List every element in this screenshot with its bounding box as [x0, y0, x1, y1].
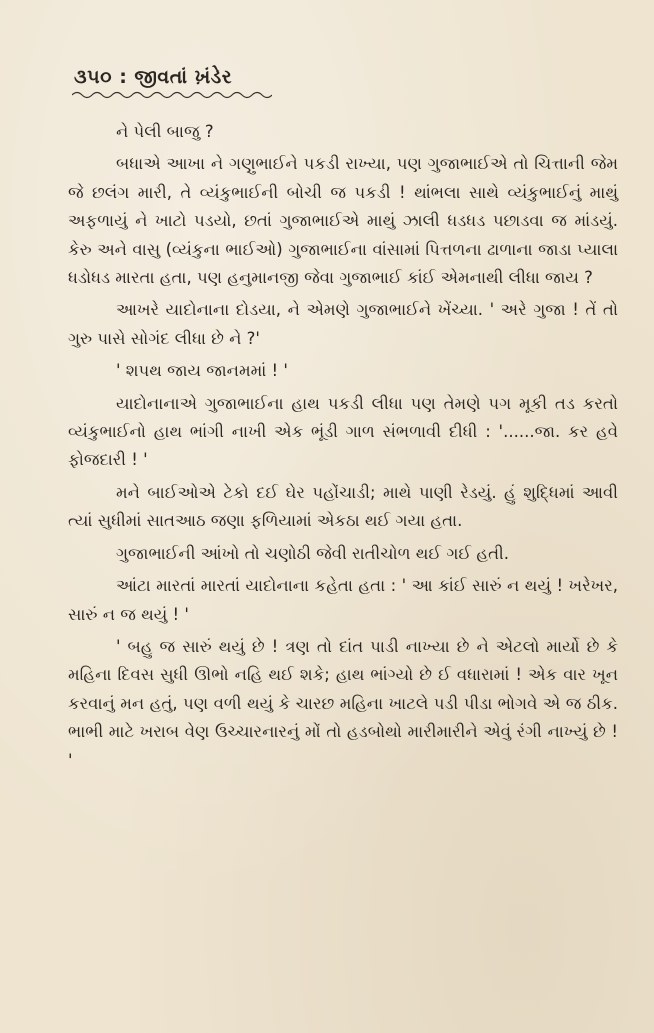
paragraph-5: યાદોનાનાએ ગુજાભાઈના હાથ પકડી લીધા પણ તેમણે પગ મૂકી તડ કરતો વ્યંકુભાઈનો હાથ ભાંગી નાખી એક ભૂંડી ગાળ સંભળાવી દીધી : '......જા. કર હવે ફોજદારી ! ' [68, 393, 618, 470]
paragraph-6: મને બાઈઓએ ટેકો દઈ ઘેર પહોંચાડી; માથે પાણી રેડયું. હું શુદ્ધિમાં આવી ત્યાં સુધીમાં સાતઆઠ જણા ફળિયામાં એકઠા થઈ ગયા હતા. [68, 482, 618, 531]
paragraph-1: ને પેલી બાજુ ? [116, 122, 214, 141]
paragraph-3: આખરે યાદોનાના દોડયા, ને એમણે ગુજાભાઈને ખેંચ્યા. ' અરે ગુજા ! તેં તો ગુરુ પાસે સોગંદ લીધા છે ને ?' [68, 300, 618, 348]
paragraph-9: ' બહુ જ સારું થયું છે ! ત્રણ તો દાંત પાડી નાખ્યા છે ને એટલો માર્યો છે કે મહિના દિવસ સુધી ઊભો નહિ થઈ શકે; હાથ ભાંગ્યો છે ઈ વધારામાં ! એક વાર ખૂન કરવાનું મન હતું, પણ વળી થયું કે ચારછ મહિના ખાટલે પડી પીડા ભોગવે એ જ ઠીક. ભાભી માટે ખરાબ વેણ ઉચ્ચારનારનું મોં તો હડબોથો મારીમારીને એવું રંગી નાખ્યું છે ! ' [68, 636, 618, 770]
header-wavy-underline [72, 90, 272, 100]
paragraph-8: આંટા મારતાં મારતાં યાદોનાના કહેતા હતા : ' આ કાંઈ સારું ન થયું ! ખરેખર, સારું ન જ થયું ! ' [68, 576, 618, 624]
paragraph-2: બધાએ આખા ને ગણુભાઈને પકડી રાખ્યા, પણ ગુજાભાઈએ તો ચિત્તાની જેમ જે છલંગ મારી, તે વ્યંકુભાઈની બોચી જ પકડી ! થાંભલા સાથે વ્યંકુભાઈનું માથું અફળાયું ને ખાટો પડયો, છતાં ગુજાભાઈએ માથું ઝાલી ધડધડ પછાડવા જ માંડયું. કેરુ અને વાસુ (વ્યંકુના ભાઈઓ) ગુજાભાઈના વાંસામાં પિત્તળના ઢાળાના જાડા પ્યાલા ધડોધડ મારતા હતા, પણ હનુમાનજી જેવા ગુજાભાઈ કાંઈ એમનાથી લીધા જાય ? [68, 154, 618, 288]
running-header: ૩૫૦ : જીવતાં ખ઼ંડેર [74, 66, 233, 88]
page-body [68, 118, 618, 775]
paragraph-4: ' શપથ જાય જાનમમાં ! ' [116, 361, 288, 381]
paragraph-7: ગુજાભાઈની આંખો તો ચણોઠી જેવી રાતીચોળ થઈ ગઈ હતી. [116, 543, 510, 563]
